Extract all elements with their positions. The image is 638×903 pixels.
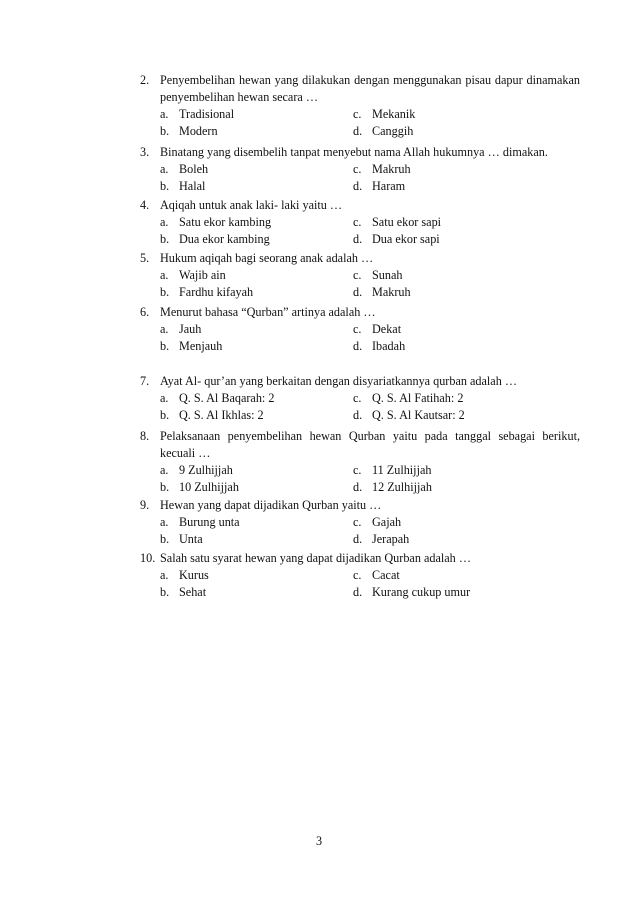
option-a <box>160 567 209 584</box>
option-a <box>160 267 226 284</box>
question-8 <box>140 428 580 496</box>
option-row <box>140 161 580 178</box>
option-text: 12 Zulhijjah <box>372 480 432 494</box>
option-d <box>353 338 405 355</box>
option-letter: d. <box>353 232 363 246</box>
option-c <box>353 161 411 178</box>
option-letter: b. <box>160 232 170 246</box>
option-b <box>160 479 239 496</box>
option-letter: a. <box>160 162 169 176</box>
option-text: Cacat <box>372 568 400 582</box>
option-text: Q. S. Al Baqarah: 2 <box>179 391 275 405</box>
option-text: Menjauh <box>179 339 223 353</box>
option-letter: b. <box>160 532 170 546</box>
option-d <box>353 531 409 548</box>
option-letter: c. <box>353 391 362 405</box>
option-letter: a. <box>160 215 169 229</box>
option-text: Ibadah <box>372 339 406 353</box>
option-d <box>353 178 405 195</box>
option-letter: a. <box>160 322 169 336</box>
option-a <box>160 462 233 479</box>
option-letter: d. <box>353 124 363 138</box>
question-text: Penyembelihan hewan yang dilakukan dengan menggunakan pisau dapur dinamakan penyembelihan hewan secara … <box>160 73 580 104</box>
question-number: 6. <box>140 305 150 319</box>
option-c <box>353 567 400 584</box>
option-d <box>353 231 440 248</box>
question-text: Hukum aqiqah bagi seorang anak adalah … <box>160 251 374 265</box>
option-text: Q. S. Al Fatihah: 2 <box>372 391 464 405</box>
option-row <box>140 231 580 248</box>
question-stem <box>140 373 580 390</box>
question-10 <box>140 550 580 601</box>
option-d <box>353 584 470 601</box>
question-stem <box>140 497 580 514</box>
option-letter: c. <box>353 162 362 176</box>
question-stem <box>140 144 580 161</box>
question-7 <box>140 373 580 424</box>
option-text: Dekat <box>372 322 402 336</box>
option-text: Haram <box>372 179 406 193</box>
option-d <box>353 123 413 140</box>
question-number: 8. <box>140 429 150 443</box>
option-text: Dua ekor kambing <box>179 232 270 246</box>
option-letter: a. <box>160 268 169 282</box>
option-text: Satu ekor kambing <box>179 215 272 229</box>
option-row <box>140 531 580 548</box>
option-row <box>140 584 580 601</box>
option-row <box>140 514 580 531</box>
option-text: Q. S. Al Ikhlas: 2 <box>179 408 264 422</box>
option-row <box>140 390 580 407</box>
option-b <box>160 531 203 548</box>
question-stem <box>140 72 580 106</box>
option-text: Wajib ain <box>179 268 226 282</box>
question-number: 9. <box>140 498 150 512</box>
option-text: Gajah <box>372 515 402 529</box>
option-letter: b. <box>160 285 170 299</box>
option-text: Fardhu kifayah <box>179 285 254 299</box>
question-text: Menurut bahasa “Qurban” artinya adalah … <box>160 305 376 319</box>
option-text: Jauh <box>179 322 202 336</box>
option-letter: b. <box>160 408 170 422</box>
option-text: Makruh <box>372 285 411 299</box>
question-4 <box>140 197 580 248</box>
option-c <box>353 321 401 338</box>
option-text: Tradisional <box>179 107 235 121</box>
option-letter: d. <box>353 179 363 193</box>
option-c <box>353 390 463 407</box>
option-c <box>353 462 431 479</box>
option-a <box>160 321 201 338</box>
option-text: 10 Zulhijjah <box>179 480 239 494</box>
question-stem <box>140 250 580 267</box>
question-number: 5. <box>140 251 150 265</box>
question-text: Ayat Al- qur’an yang berkaitan dengan disyariatkannya qurban adalah … <box>160 374 518 388</box>
option-b <box>160 407 264 424</box>
option-row <box>140 321 580 338</box>
option-text: Makruh <box>372 162 411 176</box>
option-text: Modern <box>179 124 218 138</box>
option-row <box>140 214 580 231</box>
option-b <box>160 123 218 140</box>
option-b <box>160 178 205 195</box>
option-c <box>353 267 402 284</box>
option-letter: b. <box>160 339 170 353</box>
option-letter: a. <box>160 391 169 405</box>
question-6 <box>140 304 580 355</box>
option-text: Sehat <box>179 585 207 599</box>
option-text: Jerapah <box>372 532 410 546</box>
option-letter: d. <box>353 339 363 353</box>
question-text: Salah satu syarat hewan yang dapat dijadikan Qurban adalah … <box>160 551 472 565</box>
option-letter: b. <box>160 124 170 138</box>
option-row <box>140 106 580 123</box>
option-c <box>353 514 401 531</box>
question-9 <box>140 497 580 548</box>
option-c <box>353 106 415 123</box>
option-row <box>140 123 580 140</box>
question-number: 4. <box>140 198 150 212</box>
option-letter: d. <box>353 408 363 422</box>
option-text: Kurus <box>179 568 209 582</box>
question-2 <box>140 72 580 140</box>
option-c <box>353 214 441 231</box>
question-stem <box>140 428 580 462</box>
option-text: Kurang cukup umur <box>372 585 471 599</box>
option-b <box>160 338 222 355</box>
question-stem <box>140 550 580 567</box>
option-row <box>140 178 580 195</box>
option-b <box>160 584 206 601</box>
option-row <box>140 479 580 496</box>
option-text: Satu ekor sapi <box>372 215 442 229</box>
option-row <box>140 462 580 479</box>
option-text: Halal <box>179 179 206 193</box>
option-letter: b. <box>160 179 170 193</box>
question-text: Binatang yang disembelih tanpat menyebut nama Allah hukumnya … dimakan. <box>160 145 548 159</box>
option-row <box>140 267 580 284</box>
option-letter: c. <box>353 515 362 529</box>
option-text: Mekanik <box>372 107 416 121</box>
question-text: Aqiqah untuk anak laki- laki yaitu … <box>160 198 343 212</box>
option-letter: a. <box>160 107 169 121</box>
option-letter: c. <box>353 268 362 282</box>
option-row <box>140 407 580 424</box>
question-number: 7. <box>140 374 150 388</box>
option-b <box>160 284 253 301</box>
question-number: 10. <box>140 551 156 565</box>
option-text: Burung unta <box>179 515 240 529</box>
option-letter: d. <box>353 480 363 494</box>
option-row <box>140 284 580 301</box>
option-text: Boleh <box>179 162 209 176</box>
option-d <box>353 407 465 424</box>
option-text: 11 Zulhijjah <box>372 463 432 477</box>
question-text: Pelaksanaan penyembelihan hewan Qurban yaitu pada tanggal sebagai berikut, kecuali … <box>160 429 580 460</box>
question-stem <box>140 197 580 214</box>
question-5 <box>140 250 580 301</box>
option-letter: c. <box>353 463 362 477</box>
option-text: Canggih <box>372 124 414 138</box>
option-a <box>160 514 240 531</box>
option-row <box>140 338 580 355</box>
question-3 <box>140 144 580 195</box>
option-a <box>160 106 234 123</box>
option-letter: c. <box>353 215 362 229</box>
question-text: Hewan yang dapat dijadikan Qurban yaitu … <box>160 498 382 512</box>
option-letter: d. <box>353 585 363 599</box>
option-letter: c. <box>353 322 362 336</box>
option-text: Dua ekor sapi <box>372 232 440 246</box>
option-letter: d. <box>353 285 363 299</box>
option-letter: d. <box>353 532 363 546</box>
option-letter: c. <box>353 568 362 582</box>
option-letter: a. <box>160 515 169 529</box>
question-stem <box>140 304 580 321</box>
option-text: Q. S. Al Kautsar: 2 <box>372 408 465 422</box>
option-text: Sunah <box>372 268 403 282</box>
option-d <box>353 284 411 301</box>
question-number: 3. <box>140 145 150 159</box>
option-letter: a. <box>160 568 169 582</box>
option-a <box>160 390 274 407</box>
option-text: Unta <box>179 532 203 546</box>
option-b <box>160 231 270 248</box>
option-a <box>160 161 208 178</box>
option-letter: c. <box>353 107 362 121</box>
question-number: 2. <box>140 73 150 87</box>
option-text: 9 Zulhijjah <box>179 463 233 477</box>
page-number: 3 <box>315 834 323 848</box>
option-letter: b. <box>160 585 170 599</box>
option-a <box>160 214 271 231</box>
option-letter: b. <box>160 480 170 494</box>
option-letter: a. <box>160 463 169 477</box>
option-row <box>140 567 580 584</box>
option-d <box>353 479 432 496</box>
